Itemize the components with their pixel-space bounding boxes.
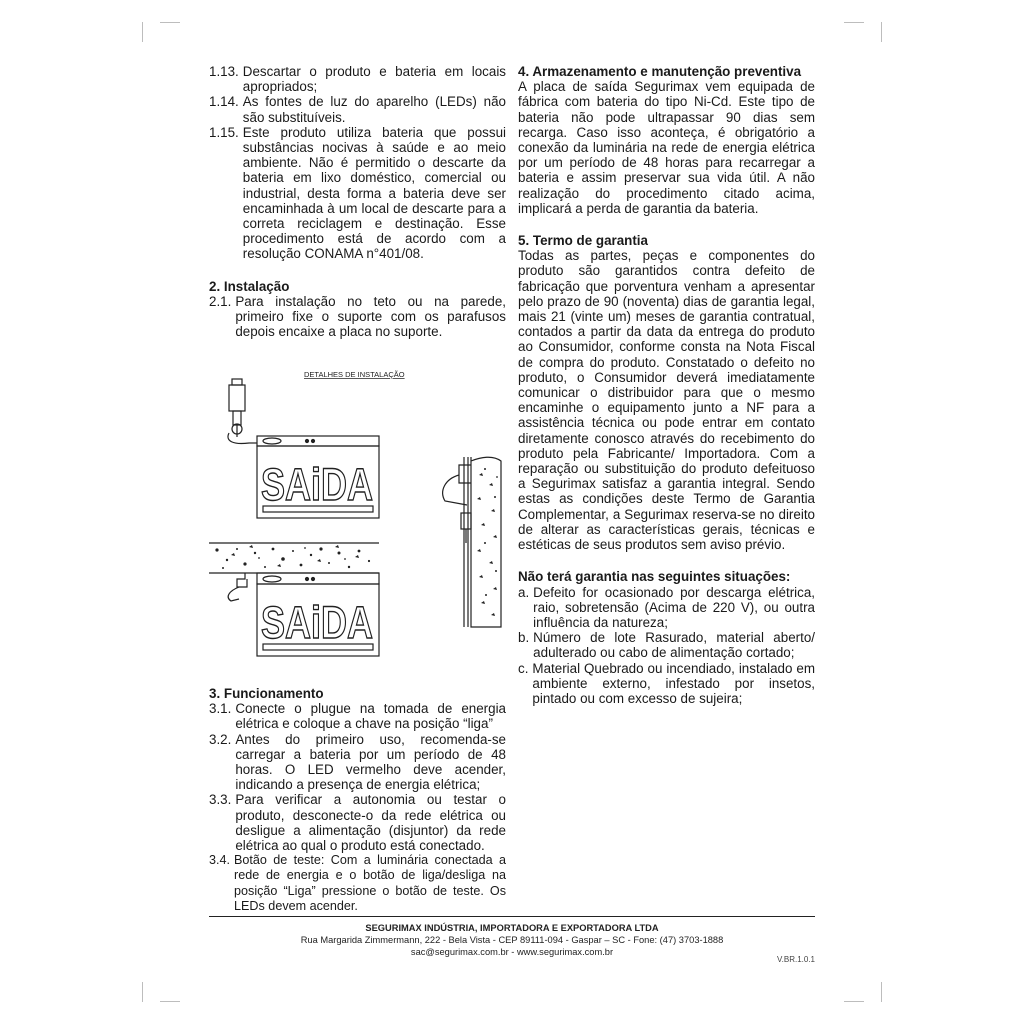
footer-divider: [209, 916, 815, 917]
crop-mark: [844, 1001, 864, 1002]
section-heading-warranty: 5. Termo de garantia: [518, 233, 648, 249]
list-item: [518, 630, 815, 660]
version-code: V.BR.1.0.1: [777, 955, 815, 964]
item-letter: a.: [518, 584, 530, 600]
item-text: Botão de teste: Com a luminária conectada a rede de energia e o botão de liga/desliga na posição “Liga” pressione o botão de teste. Os LEDs devem acender.: [234, 853, 506, 913]
list-item: [209, 792, 506, 853]
item-text: Material Quebrado ou incendiado, instalado em ambiente externo, infestado por insetos, pintado ou com excesso de sujeira;: [532, 660, 815, 706]
list-item: [209, 94, 506, 124]
item-number: 3.1.: [209, 701, 232, 717]
list-item: [209, 701, 506, 731]
footer-company: SEGURIMAX INDÚSTRIA, IMPORTADORA E EXPORTADORA LTDA: [365, 923, 659, 933]
item-number: 1.13.: [209, 64, 239, 79]
crop-mark: [142, 982, 143, 1002]
list-item: [209, 732, 506, 793]
section-heading-storage: 4. Armazenamento e manutenção preventiva: [518, 64, 802, 79]
item-number: 2.1.: [209, 293, 232, 309]
item-text: Para instalação no teto ou na parede, primeiro fixe o suporte com os parafusos depois encaixe a placa no suporte.: [235, 293, 506, 340]
list-item: [209, 294, 506, 340]
item-text: Este produto utiliza bateria que possui substâncias nocivas à saúde e ao meio ambiente. Não é permitido o descarte da bateria em lixo doméstico, comercial ou industrial, desta forma a bateria deve ser encaminhada à um local de descarte para a correta reciclagem e destinação. Esse procedimento está de acordo com a resolução CONAMA n°401/08.: [242, 124, 506, 262]
item-text: Número de lote Rasurado, material aberto/ adulterado ou cabo de alimentação cortado;: [533, 630, 815, 661]
item-text: Conecte o plugue na tomada de energia elétrica e coloque a chave na posição “liga”: [235, 701, 506, 732]
crop-mark: [881, 22, 882, 42]
crop-mark: [881, 982, 882, 1002]
list-item: [518, 661, 815, 707]
item-letter: b.: [518, 630, 530, 646]
warranty-paragraph: Todas as partes, peças e componentes do produto são garantidos contra defeito de fabricação que porventura venham a apresentar pelo prazo de 90 (noventa) dias de garantia legal, mais 21 (vinte um) meses de garantia contratual, contados a partir da data da entrega do produto ao Consumidor, conforme consta na Nota Fiscal de compra do produto. Constatado o defeito no produto, o Consumidor deverá imediatamente comunicar o distribuidor para que o mesmo encaminhe o equipamento junto a NF para a assistência técnica ou pode entrar em contato diretamente conosco através do recebimento do produto pela Fabricante/ Importadora. Com a reparação ou substituição do produto defeituoso a Segurimax satisfaz a garantia integral. Sendo estas as condições deste Termo de Garantia Complementar, a Segurimax reserva-se no direito de alterar as características gerais, técnicas e estéticas de seus produtos sem aviso prévio.: [518, 248, 815, 553]
right-column: [518, 64, 815, 706]
left-column-operation: [209, 686, 506, 914]
installation-diagram: [209, 365, 509, 685]
item-text: Defeito for ocasionado por descarga elétrica, raio, sobretensão (Acima de 220 V), ou outra influência da natureza;: [533, 584, 815, 630]
item-number: 3.4.: [209, 853, 231, 868]
item-text: Antes do primeiro uso, recomenda-se carregar a bateria por um período de 48 horas. O LED vermelho deve acender, indicando a presença de energia elétrica;: [235, 731, 506, 793]
side-view-wall: [443, 457, 501, 627]
list-item: [518, 585, 815, 631]
crop-mark: [142, 22, 143, 42]
section-heading-installation: 2. Instalação: [209, 278, 290, 294]
crop-mark: [160, 1001, 180, 1002]
item-letter: c.: [518, 660, 529, 676]
item-text: Descartar o produto e bateria em locais apropriados;: [242, 64, 506, 95]
crop-mark: [160, 22, 180, 23]
ceiling-slab: [209, 543, 379, 573]
footer-contact[interactable]: sac@segurimax.com.br - www.segurimax.com.br: [410, 947, 614, 957]
left-column: [209, 64, 506, 339]
exclusions-heading: Não terá garantia nas seguintes situações:: [518, 569, 791, 585]
crop-mark: [844, 22, 864, 23]
storage-paragraph: A placa de saída Segurimax vem equipada de fábrica com bateria do tipo Ni-Cd. Este tipo de bateria não pode ultrapassar 90 dias sem recarga. Caso isso aconteça, é obrigatório a conexão da luminária na rede de energia elétrica por um período de 48 horas para recarregar a bateria e assim preservar sua vida útil. A não realização do procedimento citado acima, implicará a perda de garantia da bateria.: [518, 79, 815, 216]
item-number: 1.14.: [209, 94, 239, 110]
item-number: 3.2.: [209, 731, 232, 747]
sign-text: SAiDA: [261, 459, 373, 510]
figure-caption: DETALHES DE INSTALAÇÃO: [304, 370, 405, 379]
sign-text: SAiDA: [261, 597, 373, 648]
item-text: As fontes de luz do aparelho (LEDs) não são substituíveis.: [242, 94, 506, 125]
footer: [209, 922, 815, 958]
section-heading-operation: 3. Funcionamento: [209, 686, 324, 701]
footer-address: Rua Margarida Zimmermann, 222 - Bela Vista - CEP 89111-094 - Gaspar – SC - Fone: (47) 3703-1888: [300, 935, 724, 945]
item-number: 3.3.: [209, 792, 232, 808]
list-item: [209, 125, 506, 262]
list-item: [209, 64, 506, 94]
item-text: Para verificar a autonomia ou testar o produto, desconecte-o da rede elétrica ou desligue a alimentação (disjuntor) da rede elétrica ao qual o produto está conectado.: [235, 792, 506, 854]
item-number: 1.15.: [209, 124, 239, 140]
list-item: [209, 853, 506, 914]
